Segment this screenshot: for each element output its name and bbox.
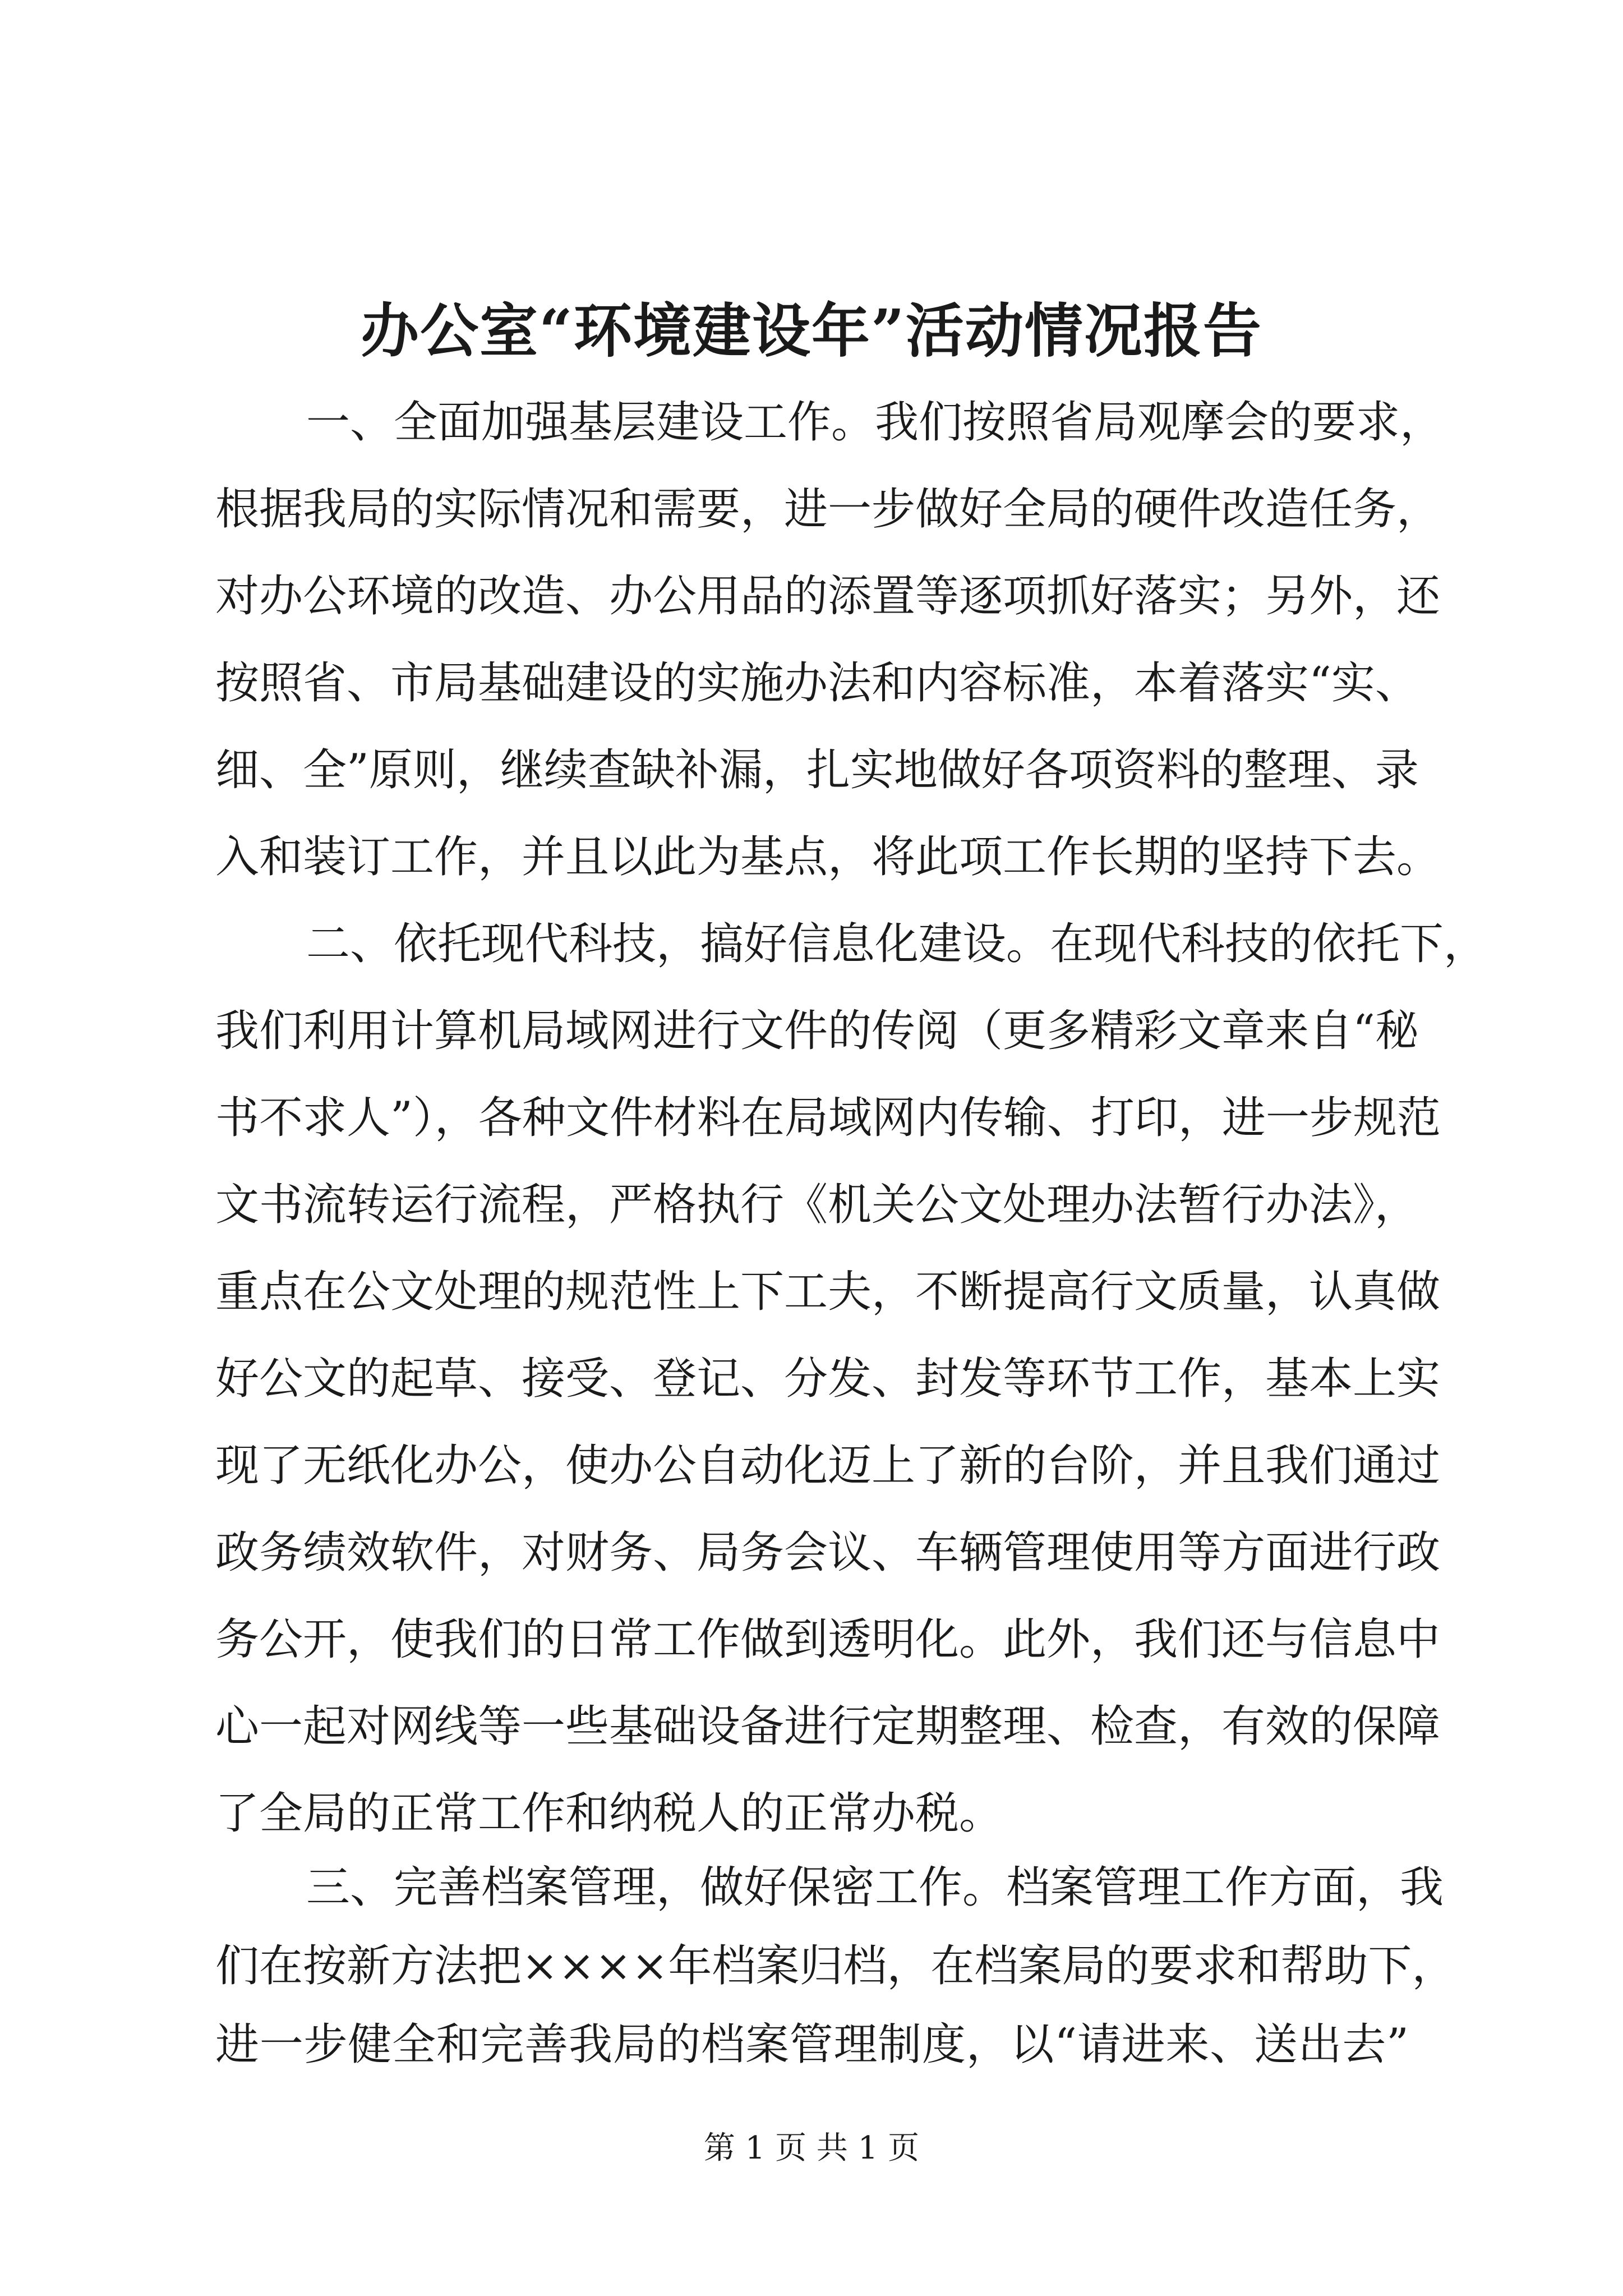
body-line: 好公文的起草、接受、登记、分发、封发等环节工作，基本上实 (215, 1354, 1441, 1404)
body-line: 细、全”原则，继续查缺补漏，扎实地做好各项资料的整理、录 (215, 745, 1419, 795)
body-line: 现了无纸化办公，使办公自动化迈上了新的台阶，并且我们通过 (215, 1441, 1441, 1491)
body-line: 书不求人”），各种文件材料在局域网内传输、打印，进一步规范 (215, 1093, 1441, 1143)
body-line: 政务绩效软件，对财务、局务会议、车辆管理使用等方面进行政 (215, 1527, 1441, 1578)
body-line: 进一步健全和完善我局的档案管理制度，以“请进来、送出去” (215, 2019, 1409, 2070)
body-line: 们在按新方法把××××年档案归档，在档案局的要求和帮助下， (215, 1941, 1456, 1991)
body-line: 我们利用计算机局域网进行文件的传阅（更多精彩文章来自“秘 (215, 1006, 1419, 1056)
page-footer: 第 1 页 共 1 页 (703, 2130, 920, 2166)
body-line: 一、全面加强基层建设工作。我们按照省局观摩会的要求， (306, 397, 1444, 448)
body-line: 重点在公文处理的规范性上下工夫，不断提高行文质量，认真做 (215, 1267, 1441, 1317)
body-line: 三、完善档案管理，做好保密工作。档案管理工作方面，我 (306, 1862, 1444, 1913)
body-line: 心一起对网线等一些基础设备进行定期整理、检查，有效的保障 (215, 1701, 1441, 1752)
body-line: 务公开，使我们的日常工作做到透明化。此外，我们还与信息中 (215, 1614, 1441, 1665)
body-line: 了全局的正常工作和纳税人的正常办税。 (215, 1788, 1003, 1839)
body-line: 按照省、市局基础建设的实施办法和内容标准，本着落实“实、 (215, 658, 1419, 708)
body-line: 文书流转运行流程，严格执行《机关公文处理办法暂行办法》， (215, 1180, 1419, 1230)
body-line: 根据我局的实际情况和需要，进一步做好全局的硬件改造任务， (215, 484, 1441, 535)
document-title: 办公室“环境建设年”活动情况报告 (361, 296, 1262, 365)
body-line: 二、依托现代科技，搞好信息化建设。在现代科技的依托下， (306, 919, 1488, 969)
body-line: 对办公环境的改造、办公用品的添置等逐项抓好落实；另外，还 (215, 571, 1441, 622)
body-line: 入和装订工作，并且以此为基点，将此项工作长期的坚持下去。 (215, 832, 1441, 882)
